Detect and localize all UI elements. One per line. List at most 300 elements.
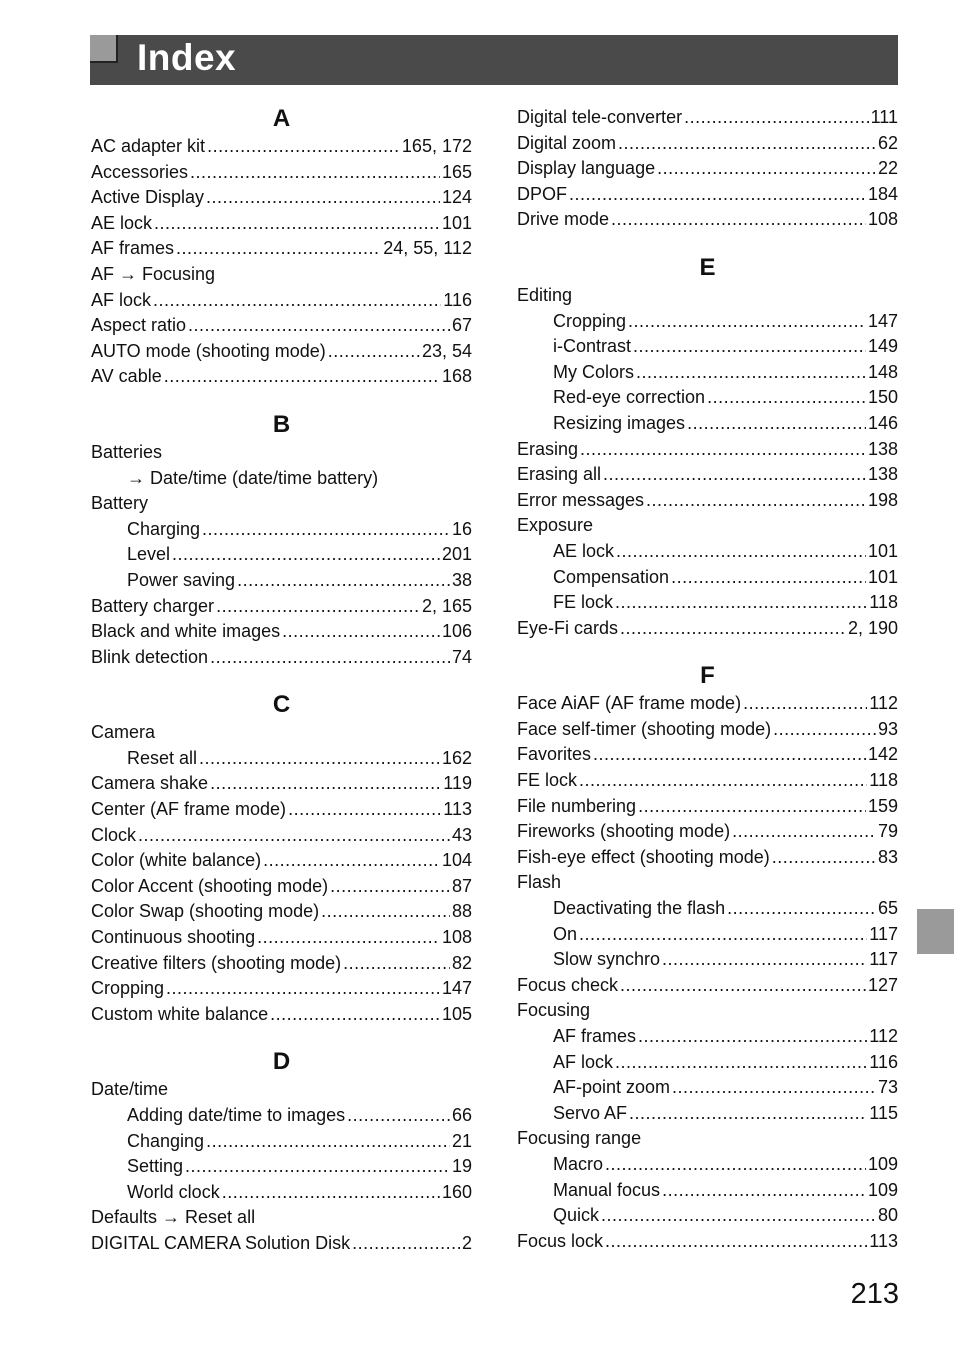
entry-label: Adding date/time to images: [127, 1105, 346, 1125]
entry-page-ref: 101: [867, 540, 898, 561]
entry-page-ref: 43: [451, 824, 472, 845]
dot-leader: [569, 182, 866, 208]
index-subentry: [517, 1075, 898, 1101]
index-entry: [517, 691, 898, 717]
entry-label: Date/time: [91, 1079, 169, 1100]
entry-page-ref: 82: [451, 952, 472, 973]
dot-leader: [579, 922, 867, 948]
index-entry: [91, 823, 472, 849]
index-entry: [517, 207, 898, 233]
dot-leader: [263, 848, 440, 874]
entry-label: AF → Focusing: [91, 263, 216, 284]
dot-leader: [618, 131, 876, 157]
entry-page-ref: 113: [869, 1230, 898, 1251]
index-entry: [91, 848, 472, 874]
entry-label: Macro: [553, 1153, 604, 1174]
entry-label: AF frames: [553, 1026, 637, 1046]
entry-page-ref: 165: [441, 161, 472, 182]
dot-leader: [288, 797, 441, 823]
index-column-left: [91, 104, 472, 1257]
dot-leader: [153, 288, 441, 314]
dot-leader: [330, 874, 450, 900]
entry-page-ref: 119: [443, 773, 472, 794]
section-letter: F: [700, 662, 715, 690]
entry-page-ref: 147: [441, 978, 472, 999]
entry-label: Compensation: [553, 566, 670, 587]
dot-leader: [638, 794, 866, 820]
entry-label: Quick: [553, 1205, 600, 1226]
header-decoration-square-light: [90, 35, 116, 61]
entry-label: Color (white balance): [91, 850, 262, 871]
entry-label: Resizing images: [553, 412, 686, 433]
entry-page-ref: 116: [443, 289, 472, 310]
index-subentry: [517, 1203, 898, 1229]
index-entry: [91, 364, 472, 390]
entry-label: Blink detection: [91, 646, 209, 667]
entry-page-ref: 138: [867, 438, 898, 459]
dot-leader: [636, 360, 866, 386]
index-entry: [517, 717, 898, 743]
dot-leader: [605, 1229, 867, 1255]
index-entry: [517, 819, 898, 845]
entry-page-ref: 117: [869, 923, 898, 944]
entry-page-ref: 83: [877, 846, 898, 867]
entry-label: Focus lock: [517, 1230, 604, 1251]
entry-page-ref: 112: [869, 1026, 898, 1046]
index-subentry: [517, 309, 898, 335]
index-entry: [517, 998, 898, 1024]
entry-page-ref: 19: [451, 1156, 472, 1177]
entry-label: AF frames: [91, 238, 175, 259]
entry-label: Camera: [91, 722, 156, 743]
entry-label: AC adapter kit: [91, 136, 206, 156]
entry-label: Power saving: [127, 569, 236, 590]
entry-page-ref: 16: [451, 518, 472, 539]
index-side-tab: [917, 909, 954, 954]
entry-page-ref: 22: [877, 158, 898, 179]
dot-leader: [185, 1154, 450, 1180]
dot-leader: [620, 973, 866, 999]
index-entry: [517, 794, 898, 820]
entry-label: File numbering: [517, 795, 637, 816]
entry-page-ref: 106: [441, 621, 472, 642]
entry-page-ref: 108: [867, 209, 898, 230]
entry-label: Digital tele-converter: [517, 107, 683, 127]
entry-label: AF lock: [91, 289, 152, 310]
index-subentry: [517, 1050, 898, 1076]
dot-leader: [270, 1002, 440, 1028]
index-entry: [91, 1077, 472, 1103]
entry-page-ref: 65: [877, 898, 898, 919]
index-entry: [517, 182, 898, 208]
entry-label: Center (AF frame mode): [91, 799, 287, 820]
index-entry: [517, 768, 898, 794]
section-gap: [91, 390, 472, 410]
entry-page-ref: 149: [867, 336, 898, 357]
entry-page-ref: 24, 55, 112: [383, 238, 472, 259]
entry-page-ref: 38: [451, 569, 472, 590]
dot-leader: [633, 334, 866, 360]
entry-label: Servo AF: [553, 1102, 628, 1123]
entry-page-ref: 109: [867, 1179, 898, 1200]
index-entry: [517, 156, 898, 182]
dot-leader: [257, 925, 440, 951]
dot-leader: [657, 156, 876, 182]
entry-label: Face self-timer (shooting mode): [517, 718, 772, 739]
entry-label: Accessories: [91, 161, 189, 182]
entry-label: Creative filters (shooting mode): [91, 952, 342, 973]
entry-label: Custom white balance: [91, 1003, 269, 1024]
index-entry: [91, 1002, 472, 1028]
index-column-right: [517, 105, 898, 1254]
entry-label: Drive mode: [517, 209, 610, 230]
entry-page-ref: 23, 54: [421, 340, 472, 361]
entry-label: DPOF: [517, 183, 568, 204]
entry-page-ref: 150: [867, 387, 898, 408]
index-entry: [517, 488, 898, 514]
index-subentry: [517, 411, 898, 437]
dot-leader: [671, 565, 866, 591]
entry-page-ref: 146: [867, 412, 898, 433]
entry-page-ref: 66: [451, 1105, 472, 1125]
dot-leader: [138, 823, 450, 849]
entry-page-ref: 101: [441, 212, 472, 233]
index-subentry: [517, 565, 898, 591]
entry-label: Eye-Fi cards: [517, 617, 619, 638]
dot-leader: [216, 594, 420, 620]
entry-label: Manual focus: [553, 1179, 661, 1200]
entry-label: Clock: [91, 824, 137, 845]
entry-label: Reset all: [127, 747, 198, 768]
entry-page-ref: 184: [867, 183, 898, 204]
entry-page-ref: 93: [877, 718, 898, 739]
page-number: 213: [850, 1278, 899, 1310]
index-subentry: [91, 1129, 472, 1155]
entry-label: On: [553, 923, 578, 944]
entry-label: Setting: [127, 1156, 184, 1177]
entry-label: FE lock: [517, 770, 578, 791]
index-subentry: [517, 1024, 898, 1050]
index-subentry: [517, 539, 898, 565]
dot-leader: [638, 1024, 867, 1050]
entry-page-ref: 138: [867, 464, 898, 485]
index-subentry: [517, 896, 898, 922]
entry-page-ref: 127: [867, 974, 898, 995]
dot-leader: [732, 819, 876, 845]
section-letter: A: [272, 105, 291, 132]
dot-leader: [615, 590, 867, 616]
entry-page-ref: 74: [451, 646, 472, 667]
entry-label: Changing: [127, 1130, 205, 1151]
index-entry: [91, 720, 472, 746]
dot-leader: [727, 896, 876, 922]
dot-leader: [743, 691, 867, 717]
index-subentry: [517, 1152, 898, 1178]
dot-leader: [616, 539, 866, 565]
index-subentry: [517, 360, 898, 386]
dot-leader: [603, 462, 866, 488]
section-letter: D: [272, 1048, 291, 1076]
entry-label: Active Display: [91, 187, 205, 208]
index-subentry: [91, 466, 472, 492]
index-entry: [517, 283, 898, 309]
entry-page-ref: 168: [441, 366, 472, 387]
entry-label: Battery: [91, 493, 149, 514]
entry-label: Focusing: [517, 1000, 591, 1021]
entry-label: DIGITAL CAMERA Solution Disk: [91, 1232, 351, 1253]
entry-label: Level: [127, 544, 171, 565]
entry-label: FE lock: [553, 592, 614, 613]
dot-leader: [154, 211, 440, 237]
entry-label: Slow synchro: [553, 949, 661, 970]
index-entry: [91, 160, 472, 186]
dot-leader: [646, 488, 866, 514]
entry-label: Erasing all: [517, 464, 602, 485]
dot-leader: [662, 947, 867, 973]
entry-label: Error messages: [517, 489, 645, 510]
entry-label: Aspect ratio: [91, 315, 187, 336]
entry-label: Flash: [517, 872, 562, 893]
entry-page-ref: 198: [867, 489, 898, 510]
entry-label: AE lock: [91, 212, 153, 233]
entry-label: Focusing range: [517, 1128, 642, 1149]
entry-page-ref: 148: [867, 361, 898, 382]
dot-leader: [352, 1231, 460, 1257]
dot-leader: [222, 1180, 440, 1206]
entry-page-ref: 118: [869, 770, 898, 791]
index-entry: [517, 513, 898, 539]
index-subentry: [517, 590, 898, 616]
dot-leader: [580, 437, 866, 463]
index-entry: [91, 1231, 472, 1257]
entry-page-ref: 104: [441, 850, 472, 871]
entry-label: Exposure: [517, 515, 594, 536]
entry-label: Color Accent (shooting mode): [91, 875, 329, 896]
index-entry: [91, 874, 472, 900]
entry-label: Cropping: [553, 310, 627, 331]
entry-label: Fish-eye effect (shooting mode): [517, 846, 770, 867]
index-entry: [91, 645, 472, 671]
dot-leader: [210, 771, 441, 797]
dot-leader: [188, 313, 450, 339]
entry-page-ref: 2, 190: [847, 617, 898, 638]
index-entry: [91, 925, 472, 951]
entry-label: AF-point zoom: [553, 1077, 671, 1098]
entry-label: Camera shake: [91, 773, 209, 794]
index-entry: [91, 899, 472, 925]
entry-label: Face AiAF (AF frame mode): [517, 693, 742, 714]
entry-label: Editing: [517, 284, 573, 305]
entry-label: AF lock: [553, 1051, 614, 1072]
index-entry: [91, 976, 472, 1002]
entry-page-ref: 2: [461, 1232, 472, 1253]
index-entry: [91, 211, 472, 237]
entry-page-ref: 159: [867, 795, 898, 816]
entry-label: i-Contrast: [553, 336, 632, 357]
index-entry: [517, 616, 898, 642]
index-subentry: [517, 334, 898, 360]
entry-label: Color Swap (shooting mode): [91, 901, 320, 922]
index-entry: [91, 185, 472, 211]
dot-leader: [629, 1101, 867, 1127]
dot-leader: [687, 411, 866, 437]
entry-page-ref: 162: [441, 747, 472, 768]
index-subentry: [91, 1103, 472, 1129]
dot-leader: [172, 542, 440, 568]
index-entry: [517, 870, 898, 896]
entry-page-ref: 116: [869, 1051, 898, 1072]
section-gap: [517, 641, 898, 661]
entry-page-ref: 160: [441, 1181, 472, 1202]
dot-leader: [611, 207, 866, 233]
dot-leader: [579, 768, 867, 794]
dot-leader: [166, 976, 440, 1002]
index-subentry: [517, 922, 898, 948]
index-entry: [517, 131, 898, 157]
section-gap: [91, 670, 472, 690]
entry-page-ref: 112: [869, 693, 898, 714]
entry-page-ref: 79: [877, 821, 898, 842]
dot-leader: [628, 309, 866, 335]
index-subentry: [91, 746, 472, 772]
index-subentry: [91, 517, 472, 543]
index-entry: [517, 845, 898, 871]
dot-leader: [662, 1178, 866, 1204]
entry-label: Black and white images: [91, 621, 281, 642]
index-entry: [91, 594, 472, 620]
index-subentry: [91, 1154, 472, 1180]
entry-label: Cropping: [91, 978, 165, 999]
dot-leader: [206, 185, 440, 211]
entry-label: Erasing: [517, 438, 579, 459]
index-entry: [91, 339, 472, 365]
section-letter: B: [272, 410, 291, 438]
index-entry: [91, 491, 472, 517]
index-entry: [91, 797, 472, 823]
dot-leader: [672, 1075, 876, 1101]
entry-label: Fireworks (shooting mode): [517, 821, 731, 842]
entry-page-ref: 108: [441, 927, 472, 948]
entry-page-ref: 111: [870, 107, 898, 127]
entry-page-ref: 124: [441, 187, 472, 208]
entry-label: Batteries: [91, 441, 163, 462]
entry-page-ref: 101: [867, 566, 898, 587]
dot-leader: [206, 1129, 450, 1155]
index-entry: [517, 973, 898, 999]
index-subentry: [517, 1178, 898, 1204]
dot-leader: [615, 1050, 867, 1076]
index-entry: [91, 951, 472, 977]
dot-leader: [707, 385, 866, 411]
index-entry: [517, 105, 898, 131]
dot-leader: [620, 616, 846, 642]
entry-label: Digital zoom: [517, 132, 617, 153]
index-subentry: [517, 1101, 898, 1127]
index-entry: [517, 1126, 898, 1152]
page-title: Index: [137, 37, 237, 78]
dot-leader: [321, 899, 450, 925]
entry-label: AE lock: [553, 540, 615, 561]
index-entry: [91, 236, 472, 262]
entry-label: Charging: [127, 518, 201, 539]
entry-label: World clock: [127, 1181, 220, 1202]
dot-leader: [684, 105, 869, 131]
section-gap: [91, 1027, 472, 1047]
entry-page-ref: 109: [867, 1153, 898, 1174]
index-subentry: [517, 385, 898, 411]
entry-page-ref: 73: [877, 1077, 898, 1098]
dot-leader: [601, 1203, 876, 1229]
dot-leader: [176, 236, 381, 262]
dot-leader: [593, 742, 866, 768]
index-entry: [91, 134, 472, 160]
entry-page-ref: 118: [869, 592, 898, 613]
section-gap: [517, 233, 898, 253]
dot-leader: [282, 619, 440, 645]
entry-page-ref: 117: [869, 949, 898, 970]
index-entry: [91, 619, 472, 645]
entry-page-ref: 2, 165: [421, 595, 472, 616]
entry-label: AV cable: [91, 366, 162, 387]
index-entry: [91, 313, 472, 339]
entry-label: Continuous shooting: [91, 927, 256, 948]
index-entry: [91, 1205, 472, 1231]
index-subentry: [91, 542, 472, 568]
section-letter: E: [699, 253, 716, 281]
dot-leader: [207, 134, 400, 160]
entry-page-ref: 21: [451, 1130, 472, 1151]
dot-leader: [190, 160, 440, 186]
entry-page-ref: 80: [877, 1205, 898, 1226]
dot-leader: [164, 364, 440, 390]
dot-leader: [199, 746, 440, 772]
dot-leader: [237, 568, 450, 594]
index-entry: [517, 1229, 898, 1255]
entry-label: Focus check: [517, 974, 619, 995]
entry-page-ref: 88: [451, 901, 472, 922]
entry-page-ref: 147: [867, 310, 898, 331]
entry-page-ref: 115: [869, 1102, 898, 1123]
entry-label: AUTO mode (shooting mode): [91, 340, 326, 361]
entry-label: Battery charger: [91, 595, 215, 616]
entry-label: My Colors: [553, 361, 635, 382]
entry-label: → Date/time (date/time battery): [127, 467, 379, 488]
dot-leader: [210, 645, 450, 671]
index-subentry: [91, 1180, 472, 1206]
dot-leader: [347, 1103, 450, 1129]
index-subentry: [91, 568, 472, 594]
index-entry: [517, 742, 898, 768]
dot-leader: [343, 951, 450, 977]
dot-leader: [773, 717, 876, 743]
index-entry: [91, 262, 472, 288]
entry-page-ref: 113: [443, 799, 472, 820]
entry-page-ref: 201: [441, 544, 472, 565]
entry-page-ref: 62: [877, 132, 898, 153]
dot-leader: [202, 517, 450, 543]
index-entry: [91, 771, 472, 797]
entry-label: Red-eye correction: [553, 387, 706, 408]
entry-label: Display language: [517, 158, 656, 179]
index-entry: [517, 437, 898, 463]
entry-page-ref: 165, 172: [401, 136, 472, 156]
index-subentry: [517, 947, 898, 973]
dot-leader: [605, 1152, 866, 1178]
index-entry: [91, 440, 472, 466]
entry-label: Favorites: [517, 744, 592, 765]
entry-page-ref: 142: [867, 744, 898, 765]
entry-label: Defaults → Reset all: [91, 1207, 256, 1228]
